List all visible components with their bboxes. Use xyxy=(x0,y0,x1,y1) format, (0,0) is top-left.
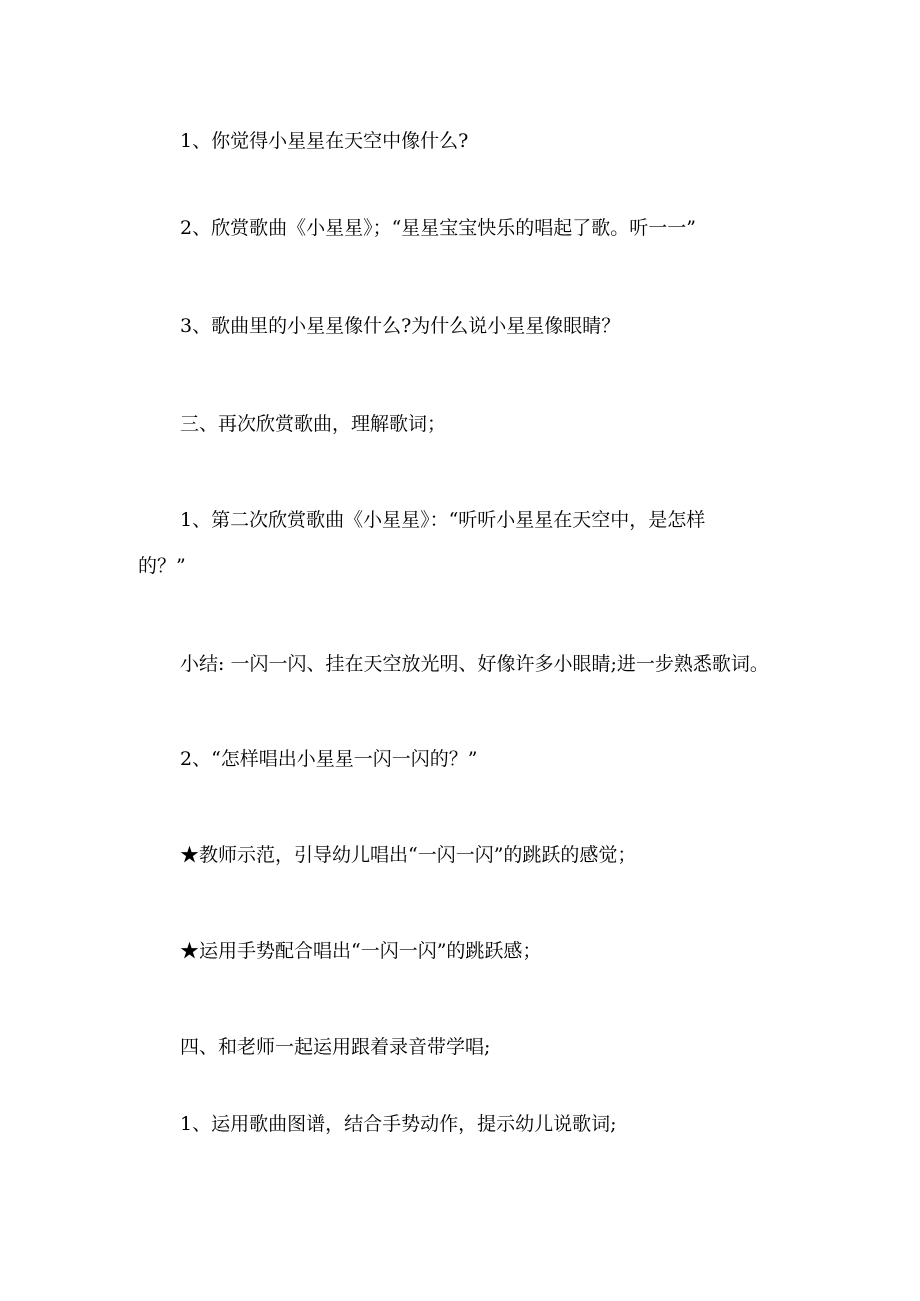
bullet-teacher-demo: ★教师示范，引导幼儿唱出“一闪一闪”的跳跃的感觉； xyxy=(180,844,637,866)
step-1-line-2: 的？” xyxy=(138,555,186,577)
section-four-step-1: 1、运用歌曲图谱，结合手势动作，提示幼儿说歌词; xyxy=(180,1113,617,1135)
step-2: 2、“怎样唱出小星星一闪一闪的？” xyxy=(180,748,478,770)
summary-line: 小结: 一闪一闪、挂在天空放光明、好像许多小眼睛;进一步熟悉歌词。 xyxy=(180,653,769,675)
section-three-heading: 三、再次欣赏歌曲，理解歌词； xyxy=(180,413,447,435)
question-3: 3、歌曲里的小星星像什么?为什么说小星星像眼睛？ xyxy=(180,315,621,337)
bullet-hand-gestures: ★运用手势配合唱出“一闪一闪”的跳跃感； xyxy=(180,940,542,962)
step-1-line-1: 1、第二次欣赏歌曲《小星星》：“听听小星星在天空中，是怎样 xyxy=(180,509,706,531)
question-2: 2、欣赏歌曲《小星星》；“星星宝宝快乐的唱起了歌。听一一” xyxy=(180,217,697,239)
section-four-heading: 四、和老师一起运用跟着录音带学唱; xyxy=(180,1036,491,1058)
question-1: 1、你觉得小星星在天空中像什么? xyxy=(180,130,469,152)
